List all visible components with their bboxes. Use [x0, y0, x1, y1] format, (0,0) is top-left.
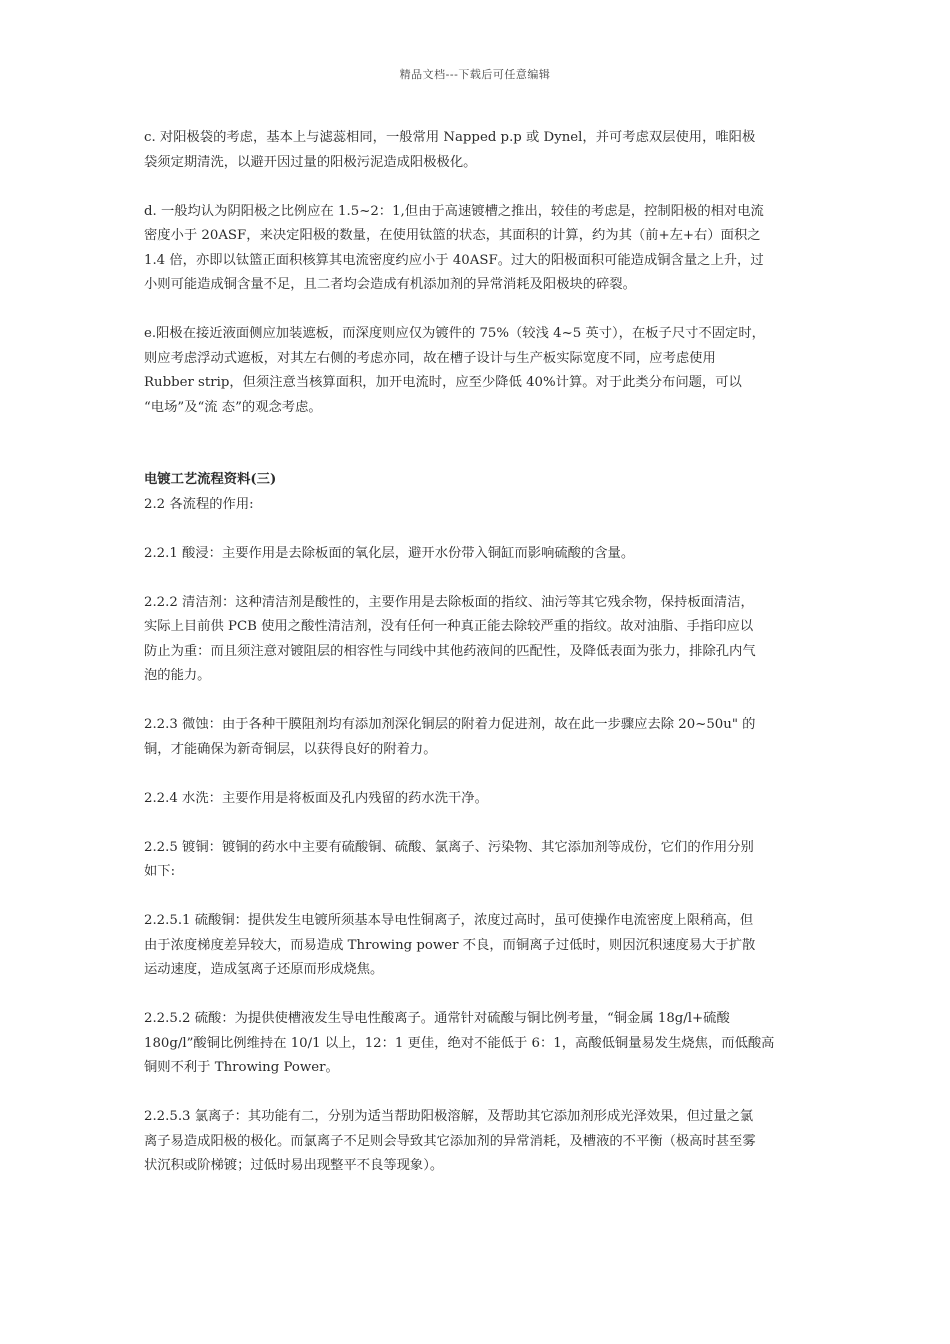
top-paragraphs	[144, 126, 808, 420]
paragraph-line: 铜，才能确保为新奇铜层，以获得良好的附着力。	[144, 741, 437, 757]
paragraph-line: c. 对阳极袋的考虑，基本上与滤蕊相同，一般常用 Napped p.p 或 Dynel，并可考虑双层使用，唯阳极	[144, 130, 756, 145]
paragraph-line: e.阳极在接近液面侧应加装遮板，而深度则应仅为镀件的 75%（较浅 4~5 英寸），在板子尺寸不固定时，	[144, 326, 765, 341]
paragraph	[144, 126, 808, 175]
paragraph	[144, 909, 808, 983]
paragraph-line: 2.2.2 清洁剂：这种清洁剂是酸性的，主要作用是去除板面的指纹、油污等其它残余物，保持板面清洁，	[144, 594, 754, 610]
section-title: 电镀工艺流程资料(三)	[144, 472, 277, 487]
paragraph-line: 状沉积或阶梯镀；过低时易出现整平不良等现象）。	[144, 1158, 444, 1173]
paragraph-line: 离子易造成阳极的极化。而氯离子不足则会导致其它添加剂的异常消耗，及槽液的不平衡（极高时甚至雾	[144, 1133, 756, 1149]
document-body	[144, 126, 808, 1203]
paragraph	[144, 787, 808, 812]
paragraph-line: Rubber strip，但须注意当核算面积，加开电流时，应至少降低 40%计算。对于此类分布问题，可以	[144, 375, 742, 390]
paragraph	[144, 322, 808, 420]
paragraph	[144, 713, 808, 762]
paragraph-line: “电场”及“流 态”的观念考虑。	[144, 399, 322, 415]
paragraph-line: 2.2.4 水洗：主要作用是将板面及孔内残留的药水洗干净。	[144, 790, 488, 806]
paragraph-line: 运动速度，造成氢离子还原而形成烧焦。	[144, 962, 384, 977]
paragraph	[144, 542, 808, 567]
paragraph-line: 实际上目前供 PCB 使用之酸性清洁剂，没有任何一种真正能去除较严重的指纹。故对油脂、手指印应以	[144, 619, 754, 634]
paragraph-line: 2.2.3 微蚀：由于各种干膜阻剂均有添加剂深化铜层的附着力促进剂，故在此一步骤应去除 20~50u" 的	[144, 717, 756, 732]
paragraph-line: 如下:	[144, 864, 176, 879]
paragraph	[144, 1105, 808, 1179]
bottom-paragraphs	[144, 542, 808, 1179]
paragraph	[144, 591, 808, 689]
page-header: 精品文档---下载后可任意编辑	[399, 68, 551, 81]
paragraph-line: 2.2.5.3 氯离子：其功能有二，分别为适当帮助阳极溶解，及帮助其它添加剂形成光泽效果，但过量之氯	[144, 1109, 754, 1124]
paragraph-line: 密度小于 20ASF，来决定阳极的数量，在使用钛篮的状态，其面积的计算，约为其（前+左+右）面积之	[144, 228, 761, 243]
paragraph-line: 则应考虑浮动式遮板，对其左右侧的考虑亦同，故在槽子设计与生产板实际宽度不同，应考虑使用	[144, 350, 716, 366]
paragraph	[144, 1007, 808, 1081]
paragraph-line: 2.2.5 镀铜：镀铜的药水中主要有硫酸铜、硫酸、氯离子、污染物、其它添加剂等成份，它们的作用分别	[144, 839, 754, 855]
paragraph-line: 180g/l”酸铜比例维持在 10/1 以上，12：1 更佳，绝对不能低于 6：1，高酸低铜量易发生烧焦，而低酸高	[144, 1035, 775, 1051]
paragraph-line: d. 一般均认为阴阳极之比例应在 1.5~2：1,但由于高速镀槽之推出，较佳的考虑是，控制阳极的相对电流	[144, 203, 764, 219]
paragraph-line: 1.4 倍，亦即以钛篮正面积核算其电流密度约应小于 40ASF。过大的阳极面积可能造成铜含量之上升，过	[144, 252, 764, 268]
paragraph-line: 2.2.1 酸浸：主要作用是去除板面的氧化层，避开水份带入铜缸而影响硫酸的含量。	[144, 545, 635, 561]
paragraph-line: 泡的能力。	[144, 668, 211, 683]
paragraph-line: 2.2.5.1 硫酸铜：提供发生电镀所须基本导电性铜离子，浓度过高时，虽可使操作电流密度上限稍高，但	[144, 913, 754, 928]
section-subtitle: 2.2 各流程的作用:	[144, 496, 254, 512]
paragraph-line: 袋须定期清洗，以避开因过量的阳极污泥造成阳极极化。	[144, 154, 477, 170]
paragraph	[144, 836, 808, 885]
paragraph-line: 小则可能造成铜含量不足，且二者均会造成有机添加剂的异常消耗及阳极块的碎裂。	[144, 277, 636, 292]
paragraph-line: 铜则不利于 Throwing Power。	[144, 1060, 339, 1075]
paragraph-line: 由于浓度梯度差异较大，而易造成 Throwing power 不良，而铜离子过低时，则因沉积速度易大于扩散	[144, 937, 756, 953]
paragraph	[144, 200, 808, 298]
paragraph-line: 2.2.5.2 硫酸：为提供使槽液发生导电性酸离子。通常针对硫酸与铜比例考量，“铜金属 18g/l+硫酸	[144, 1011, 730, 1026]
paragraph-line: 防止为重：而且须注意对镀阻层的相容性与同线中其他药液间的匹配性，及降低表面为张力，排除孔内气	[144, 643, 756, 659]
